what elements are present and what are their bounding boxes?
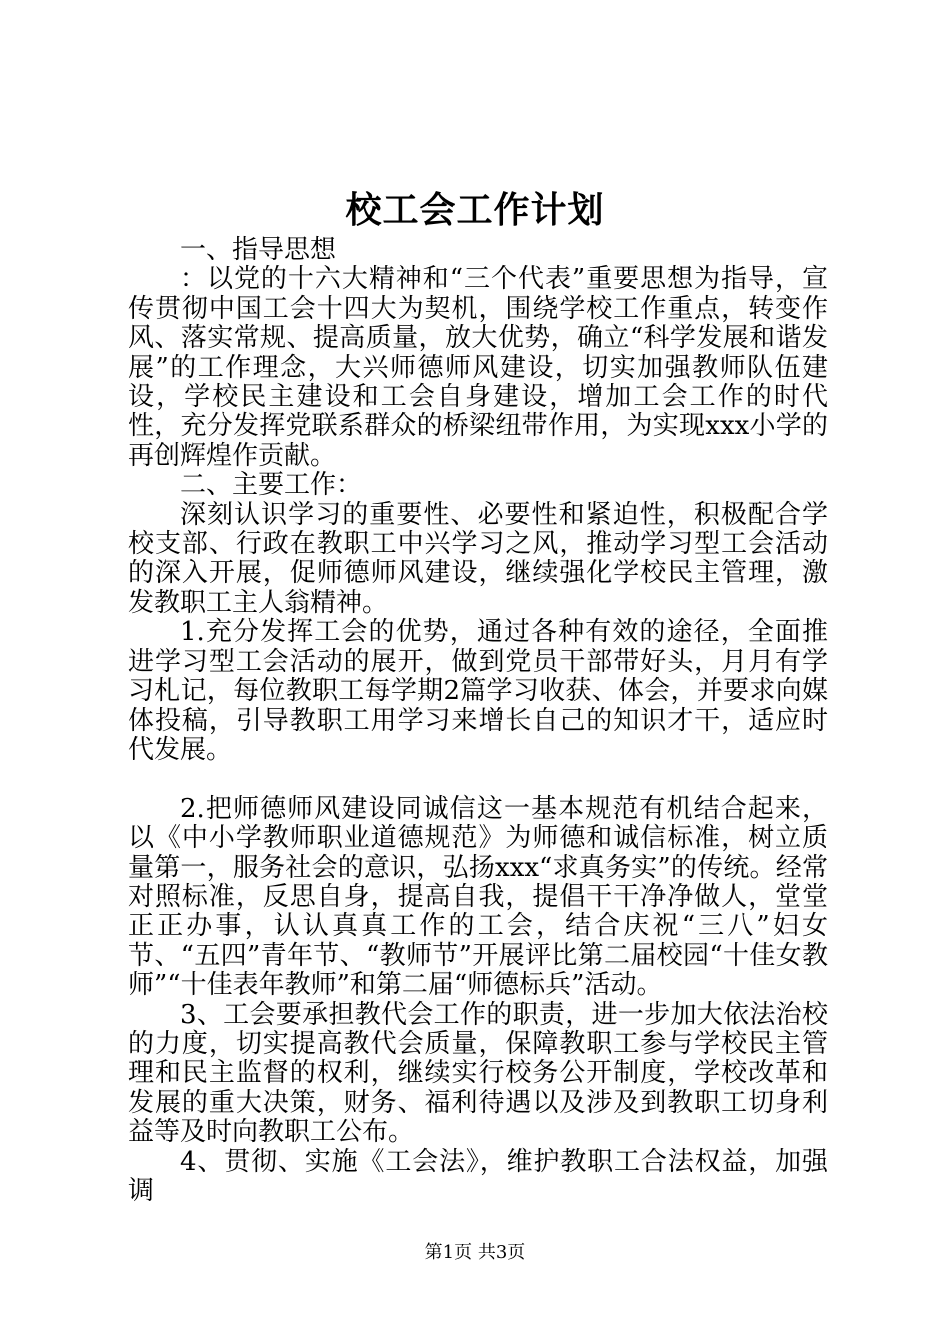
- paragraph-guiding-ideology: ：以党的十六大精神和“三个代表”重要思想为指导，宣传贯彻中国工会十四大为契机，围绕学校工作重点，转变作风、落实常规、提高质量，放大优势，确立“科学发展和谐发展”的工作理念，大兴师德师风建设，切实加强教师队伍建设，学校民主建设和工会自身建设，增加工会工作的时代性，充分发挥党联系群众的桥梁纽带作用，为实现xxx小学的再创辉煌作贡献。: [128, 264, 828, 471]
- paragraph-item-3: 3、工会要承担教代会工作的职责，进一步加大依法治校的力度，切实提高教代会质量，保障教职工参与学校民主管理和民主监督的权利，继续实行校务公开制度，学校改革和发展的重大决策，财务、福利待遇以及涉及到教职工切身利益等及时向教职工公布。: [128, 999, 828, 1148]
- paragraph-item-4: 4、贯彻、实施《工会法》，维护教职工合法权益，加强调: [128, 1146, 828, 1206]
- page-footer: 第1页 共3页: [424, 1242, 526, 1263]
- section-heading-guiding-ideology: 一、指导思想: [180, 235, 337, 265]
- document-body: [128, 236, 828, 1206]
- paragraph-item-2: 2.把师德师风建设同诚信这一基本规范有机结合起来，以《中小学教师职业道德规范》为师德和诚信标准，树立质量第一，服务社会的意识，弘扬xxx“求真务实”的传统。经常对照标准，反思自身，提高自我，提倡干干净净做人，堂堂正正办事，认认真真工作的工会，结合庆祝“三八”妇女节、“五四”青年节、“教师节”开展评比第二届校园“十佳女教师”“十佳表年教师”和第二届“师德标兵”活动。: [128, 793, 828, 1001]
- section-heading-main-work: 二、主要工作：: [180, 470, 363, 501]
- paragraph-main-work-intro: 深刻认识学习的重要性、必要性和紧迫性，积极配合学校支部、行政在教职工中兴学习之风，推动学习型工会活动的深入开展，促师德师风建设，继续强化学校民主管理，激发教职工主人翁精神。: [128, 499, 828, 618]
- paragraph-item-1: 1.充分发挥工会的优势，通过各种有效的途径，全面推进学习型工会活动的展开，做到党员干部带好头，月月有学习札记，每位教职工每学期2篇学习收获、体会，并要求向媒体投稿，引导教职工用学习来增长自己的知识才干，适应时代发展。: [128, 617, 828, 765]
- document-title: 校工会工作计划: [345, 189, 605, 231]
